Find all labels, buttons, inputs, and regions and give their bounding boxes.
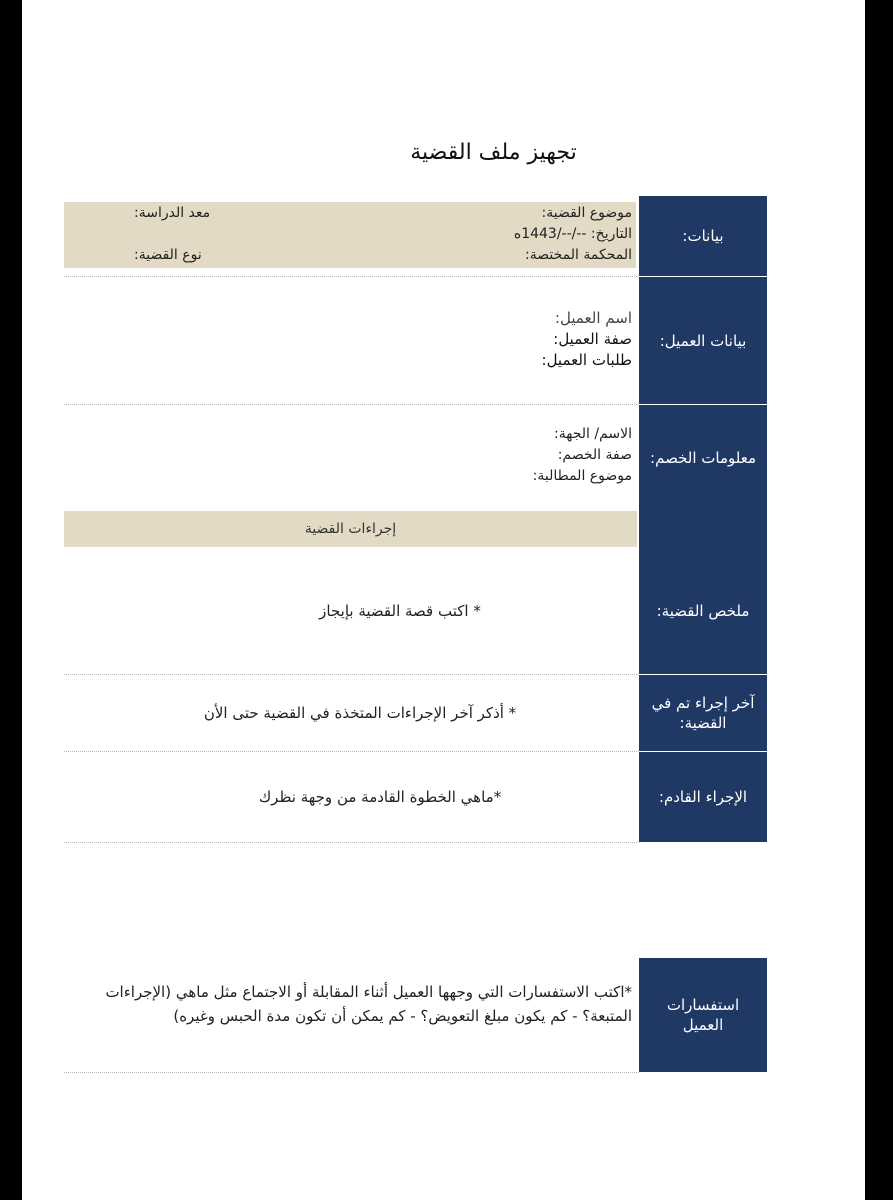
client-inquiries-block	[64, 980, 636, 1050]
opponent-name-field: الاسم/ الجهة:	[554, 426, 632, 442]
preparer-field: معد الدراسة:	[134, 205, 211, 221]
last-action-text: * أذكر آخر الإجراءات المتخذة في القضية حتى الأن	[203, 704, 517, 722]
divider	[64, 1072, 639, 1073]
case-data-block	[64, 202, 636, 268]
opponent-info-block	[64, 424, 636, 494]
label-procedures-spacer	[639, 511, 767, 547]
client-data-block	[64, 308, 636, 378]
client-name-field: اسم العميل:	[554, 309, 632, 327]
next-action-block	[64, 752, 636, 842]
date-field: التاريخ: --/--/1443ه	[513, 226, 632, 242]
procedures-header-text: إجراءات القضية	[304, 521, 397, 537]
case-summary-text: * اكتب قصة القضية بإيجاز	[319, 601, 481, 620]
last-action-block	[64, 675, 636, 751]
label-client-data	[639, 277, 767, 404]
label-case-summary	[639, 547, 767, 674]
label-next-action	[639, 752, 767, 842]
label-opponent-info-text: معلومات الخصم:	[650, 449, 756, 467]
label-client-inquiries-text: استفسارات العميل	[666, 996, 740, 1034]
case-data-row-3	[74, 245, 632, 266]
next-action-text: *ماهي الخطوة القادمة من وجهة نظرك	[258, 788, 502, 806]
client-capacity-field: صفة العميل:	[553, 330, 632, 348]
document-page	[22, 0, 865, 1200]
case-subject-field: موضوع القضية:	[541, 205, 632, 221]
divider	[64, 404, 639, 405]
label-case-data	[639, 196, 767, 276]
label-client-data-text: بيانات العميل:	[659, 331, 747, 350]
label-last-action-text: آخر إجراء تم في القضية:	[651, 694, 755, 732]
label-client-inquiries	[639, 958, 767, 1072]
label-last-action	[639, 675, 767, 751]
document-title: تجهيز ملف القضية	[410, 140, 577, 165]
case-data-row-1	[74, 203, 632, 224]
case-summary-block	[64, 547, 636, 674]
divider	[64, 276, 639, 277]
client-requests-field: طلبات العميل:	[541, 351, 632, 369]
label-opponent-info	[639, 405, 767, 511]
divider	[64, 842, 639, 843]
label-next-action-text: الإجراء القادم:	[658, 788, 748, 806]
opponent-capacity-field: صفة الخصم:	[557, 447, 632, 463]
court-field: المحكمة المختصة:	[525, 247, 632, 263]
label-case-summary-text: ملخص القضية:	[656, 601, 750, 620]
case-type-field: نوع القضية:	[134, 247, 202, 263]
client-inquiries-text: *اكتب الاستفسارات التي وجهها العميل أثناء المقابلة أو الاجتماع مثل ماهي (الإجراءات المتبعة؟ - كم يكون مبلغ التعويض؟ - كم يمكن أن تكون مدة الحبس وغيره)	[105, 983, 632, 1025]
procedures-header	[64, 511, 637, 547]
case-data-row-2	[74, 224, 632, 245]
claim-subject-field: موضوع المطالبة:	[532, 468, 632, 484]
label-case-data-text: بيانات:	[682, 227, 724, 245]
